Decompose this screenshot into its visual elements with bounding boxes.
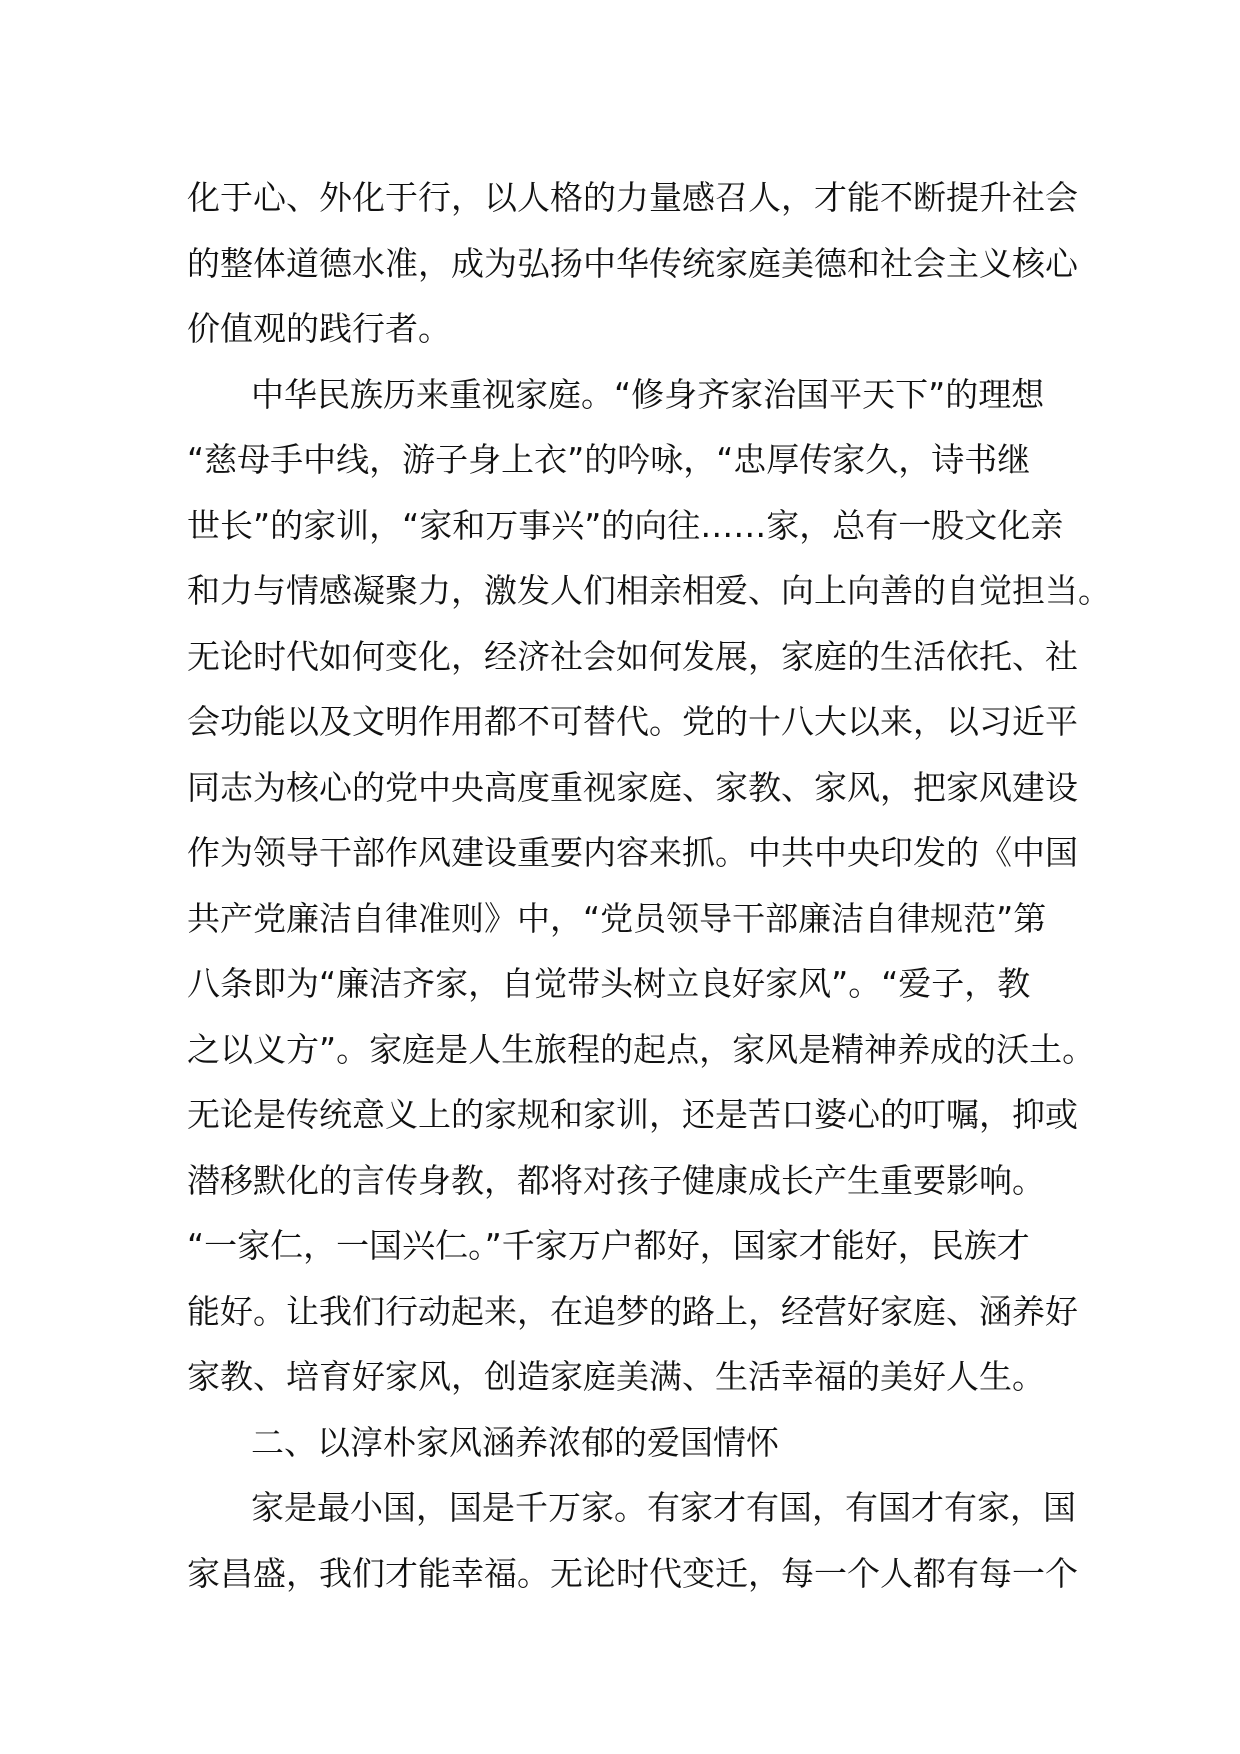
text-line: 无论是传统意义上的家规和家训，还是苦口婆心的叮嘱，抑或 [187,1095,1078,1134]
text-line: 家昌盛，我们才能幸福。无论时代变迁，每一个人都有每一个 [187,1553,1078,1593]
document-body [187,165,1111,1606]
text-line: 化于心、外化于行，以人格的力量感召人，才能不断提升社会 [187,178,1078,217]
text-line: 家教、培育好家风，创造家庭美满、生活幸福的美好人生。 [187,1357,1045,1396]
text-line: 八条即为“廉洁齐家，自觉带头树立良好家风”。“爱子，教 [187,964,1031,1003]
text-line: 和力与情感凝聚力，激发人们相亲相爱、向上向善的自觉担当。 [187,571,1111,610]
text-line: 共产党廉洁自律准则》中，“党员领导干部廉洁自律规范”第 [187,898,1047,938]
text-line: 会功能以及文明作用都不可替代。党的十八大以来，以习近平 [187,702,1078,741]
text-line: 同志为核心的党中央高度重视家庭、家教、家风，把家风建设 [187,767,1078,807]
text-line: 之以义方”。家庭是人生旅程的起点，家风是精神养成的沃土。 [187,1029,1096,1069]
text-line: 世长”的家训，“家和万事兴”的向往……家，总有一股文化亲 [187,505,1064,545]
paragraph-2 [187,362,1111,1410]
paragraph-3 [187,1475,1087,1606]
text-line: 能好。让我们行动起来，在追梦的路上，经营好家庭、涵养好 [187,1291,1078,1331]
paragraph-1 [187,165,1087,362]
text-line: “一家仁，一国兴仁。”千家万户都好，国家才能好，民族才 [187,1226,1030,1265]
section-heading [187,1410,1087,1476]
text-line: 无论时代如何变化，经济社会如何发展，家庭的生活依托、社 [187,636,1078,676]
text-line: 家是最小国，国是千万家。有家才有国，有国才有家，国 [251,1488,1076,1527]
text-line: 中华民族历来重视家庭。“修身齐家治国平天下”的理想 [251,374,1045,414]
text-line: 的整体道德水准，成为弘扬中华传统家庭美德和社会主义核心 [187,243,1078,283]
text-line: 价值观的践行者。 [187,309,451,348]
text-line: “慈母手中线，游子身上衣”的吟咏，“忠厚传家久，诗书继 [187,440,1031,479]
heading-line: 二、以淳朴家风涵养浓郁的爱国情怀 [251,1422,779,1462]
text-line: 潜移默化的言传身教，都将对孩子健康成长产生重要影响。 [187,1160,1045,1200]
text-line: 作为领导干部作风建设重要内容来抓。中共中央印发的《中国 [187,833,1078,872]
